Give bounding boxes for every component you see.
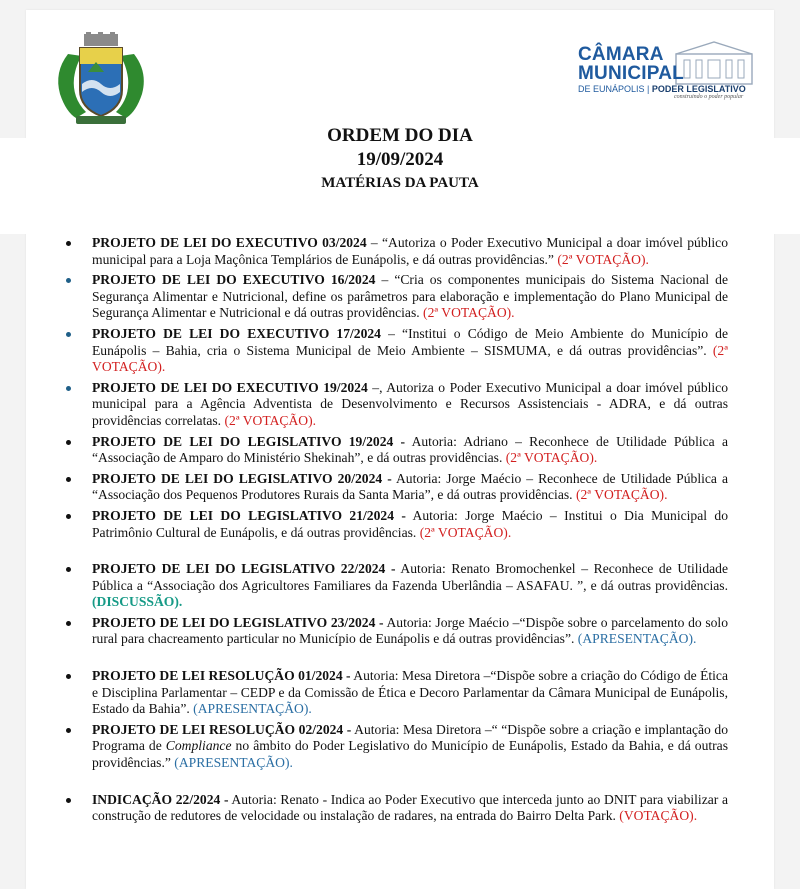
list-item: [92, 792, 728, 825]
item-title: PROJETO DE LEI DO LEGISLATIVO 20/2024 -: [92, 470, 392, 486]
list-item: [92, 471, 728, 504]
item-title: PROJETO DE LEI DO LEGISLATIVO 22/2024 -: [92, 561, 396, 577]
item-status: (APRESENTAÇÃO).: [189, 701, 312, 717]
list-item: [92, 561, 728, 611]
logo-line-subtitle: DE EUNÁPOLIS | PODER LEGISLATIVO: [578, 84, 746, 94]
list-item: [92, 434, 728, 467]
bullet-icon: [66, 386, 71, 391]
item-text: Autoria: Renato Bromochenkel – Reconhece de Utilidade Pública a “Associação dos Agricultores Familiares da Fazenda Uberlândia – ASAFAU. ”, e dá outras providências.: [92, 561, 728, 593]
list-item: [92, 668, 728, 718]
item-title: PROJETO DE LEI DO EXECUTIVO 17/2024: [92, 325, 381, 341]
building-icon: [672, 40, 756, 86]
bullet-icon: [66, 728, 71, 733]
logo-line-camara: CÂMARA: [578, 44, 664, 65]
item-text: no âmbito do Poder Legislativo do Município de Eunápolis, Estado da Bahia, e dá outras providências.”: [92, 738, 728, 771]
item-text: Autoria: Jorge Maécio – Institui o Dia Municipal do Patrimônio Cultural de Eunápolis, e dá outras providências.: [92, 507, 728, 540]
list-item: [92, 326, 728, 376]
item-title: INDICAÇÃO 22/2024 -: [92, 791, 229, 807]
bullet-icon: [66, 477, 71, 482]
item-text: – “Institui o Código de Meio Ambiente do Município de Eunápolis – Bahia, cria o Sistema Municipal de Meio Ambiente – SISMUMA, e dá outras providências”.: [92, 325, 729, 358]
bullet-icon: [66, 514, 71, 519]
agenda-list: [92, 235, 728, 829]
page-subtitle: MATÉRIAS DA PAUTA: [321, 175, 479, 191]
page-title: ORDEM DO DIA: [327, 125, 473, 146]
camara-municipal-logo: [574, 36, 760, 104]
item-status: (2ª VOTAÇÃO).: [419, 305, 515, 321]
item-title: PROJETO DE LEI DO EXECUTIVO 03/2024: [92, 235, 367, 250]
item-text: Autoria: Jorge Maécio –“Dispõe sobre o parcelamento do solo rural para chacreamento particular no Município de Eunápolis e dá outras providências”.: [92, 614, 728, 647]
item-text-emphasis: Compliance: [165, 738, 232, 754]
item-status: (2ª VOTAÇÃO).: [553, 251, 649, 267]
item-text: Autoria: Mesa Diretora –“Dispõe sobre a criação do Código de Ética e Disciplina Parlamentar – CEDP e da Comissão de Ética e Decoro Parlamentar da Câmara Municipal de Eunápolis, Estado da Bahia”.: [92, 668, 728, 717]
item-title: PROJETO DE LEI DO EXECUTIVO 16/2024: [92, 272, 376, 288]
item-text: – “Autoriza o Poder Executivo Municipal a doar imóvel público municipal para a Loja Maçônica Templários de Eunápolis, e dá outras providências.”: [92, 235, 729, 267]
item-title: PROJETO DE LEI DO LEGISLATIVO 23/2024 -: [92, 614, 384, 630]
list-item: [92, 722, 728, 772]
bullet-icon: [66, 332, 71, 337]
bullet-icon: [66, 798, 71, 803]
list-item: [92, 508, 728, 541]
list-item: [92, 235, 728, 268]
item-text: Autoria: Adriano – Reconhece de Utilidade Pública a “Associação de Amparo do Ministério Shekinah”, e dá outras providências.: [92, 433, 728, 466]
list-item: [92, 272, 728, 322]
item-status: (2ª VOTAÇÃO).: [572, 487, 668, 503]
item-title: PROJETO DE LEI RESOLUÇÃO 01/2024 -: [92, 668, 351, 684]
item-text: –, Autoriza o Poder Executivo Municipal a doar imóvel público municipal para a Agência Adventista de Desenvolvimento e Recursos Assistenciais - ADRA, e dá outras providências correlatas.: [92, 379, 729, 428]
item-text: Autoria: Jorge Maécio – Reconhece de Utilidade Pública a “Associação dos Pequenos Produtores Rurais da Santa Maria”, e dá outras providências.: [92, 470, 728, 503]
item-title: PROJETO DE LEI DO LEGISLATIVO 21/2024 -: [92, 507, 406, 523]
municipal-crest-logo: [46, 32, 156, 128]
item-status: (2ª VOTAÇÃO).: [502, 450, 598, 466]
item-status: (2ª VOTAÇÃO).: [92, 342, 728, 375]
bullet-icon: [66, 621, 71, 626]
item-status: (APRESENTAÇÃO).: [574, 631, 697, 647]
item-status: (DISCUSSÃO).: [92, 594, 183, 610]
item-status: (APRESENTAÇÃO).: [170, 755, 293, 771]
logo-line-municipal: MUNICIPAL: [578, 63, 684, 84]
list-item: [92, 380, 728, 430]
item-title: PROJETO DE LEI RESOLUÇÃO 02/2024 -: [92, 721, 352, 737]
page-date: 19/09/2024: [356, 149, 444, 170]
item-text: – “Cria os componentes municipais do Sistema Nacional de Segurança Alimentar e Nutricional, define os parâmetros para elaboração e implementação do Plano Municipal de Segurança Alimentar e Nutricional e dá outras providências.: [92, 272, 728, 321]
item-status: (VOTAÇÃO).: [615, 808, 698, 824]
item-text: Autoria: Renato - Indica ao Poder Executivo que interceda junto ao DNIT para viabilizar a construção de redutores de velocidade ou instalação de radares, na entrada do Bairro Delta Park.: [92, 791, 728, 824]
bullet-icon: [66, 241, 71, 246]
item-text: Autoria: Mesa Diretora –“ “Dispõe sobre a criação e implantação do Programa de: [92, 721, 729, 754]
list-item: [92, 615, 728, 648]
item-status: (2ª VOTAÇÃO).: [416, 524, 512, 540]
bullet-icon: [66, 440, 71, 445]
logo-tagline: construindo o poder popular: [674, 94, 744, 100]
item-status: (2ª VOTAÇÃO).: [221, 412, 317, 428]
item-title: PROJETO DE LEI DO EXECUTIVO 19/2024: [92, 379, 368, 395]
item-title: PROJETO DE LEI DO LEGISLATIVO 19/2024 -: [92, 433, 406, 449]
